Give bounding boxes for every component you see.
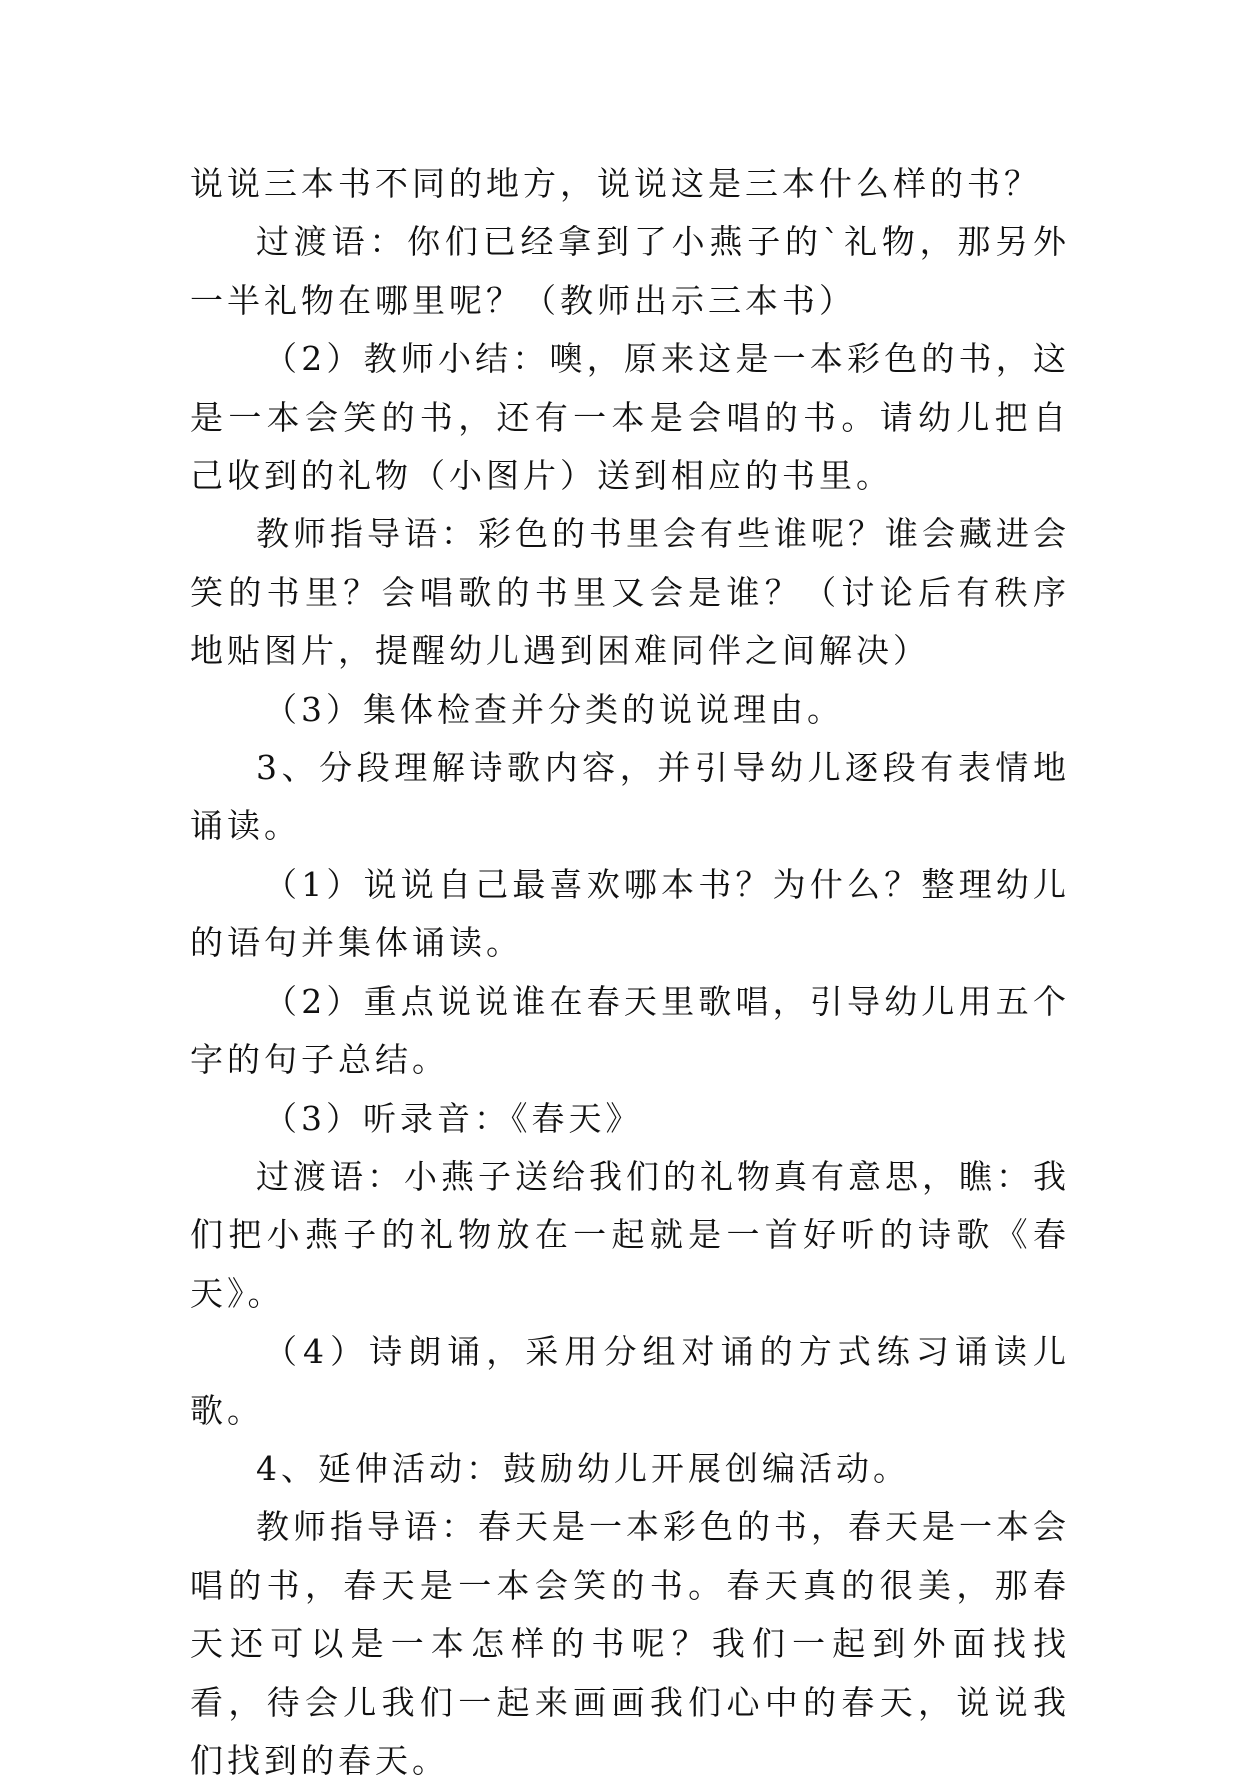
paragraph-section-3: 3、分段理解诗歌内容，并引导幼儿逐段有表情地诵读。 (190, 748, 1070, 846)
paragraph-section-4: 4、延伸活动：鼓励幼儿开展创编活动。 (256, 1448, 910, 1488)
paragraph-intro-question: 说说三本书不同的地方，说说这是三本什么样的书？ (190, 164, 1041, 203)
paragraph-listen-recording: （3）听录音：《春天》 (264, 1098, 643, 1138)
paragraph-favorite-book: （1）说说自己最喜欢哪本书？为什么？整理幼儿的语句并集体诵读。 (190, 864, 1070, 963)
paragraph-teacher-guidance-1: 教师指导语：彩色的书里会有些谁呢？谁会藏进会笑的书里？会唱歌的书里又会是谁？（讨论后有秩序地贴图片，提醒幼儿遇到困难同伴之间解决） (190, 514, 1070, 671)
paragraph-transition-2: 过渡语：小燕子送给我们的礼物真有意思，瞧：我们把小燕子的礼物放在一起就是一首好听的诗歌《春天》。 (190, 1156, 1070, 1313)
paragraph-poem-recital: （4）诗朗诵，采用分组对诵的方式练习诵读儿歌。 (190, 1332, 1070, 1430)
paragraph-teacher-summary: （2）教师小结：噢，原来这是一本彩色的书，这是一本会笑的书，还有一本是会唱的书。请幼儿把自己收到的礼物（小图片）送到相应的书里。 (190, 339, 1070, 496)
paragraph-teacher-guidance-2: 教师指导语：春天是一本彩色的书，春天是一本会唱的书，春天是一本会笑的书。春天真的很美，那春天还可以是一本怎样的书呢？我们一起到外面找找看，待会儿我们一起来画画我们心中的春天，说说我们找到的春天。 (190, 1507, 1070, 1780)
document-body (190, 155, 1070, 1790)
paragraph-spring-singing: （2）重点说说谁在春天里歌唱，引导幼儿用五个字的句子总结。 (190, 981, 1070, 1080)
paragraph-group-check: （3）集体检查并分类的说说理由。 (264, 689, 844, 729)
paragraph-transition-1: 过渡语：你们已经拿到了小燕子的`礼物，那另外一半礼物在哪里呢？（教师出示三本书） (190, 222, 1070, 320)
